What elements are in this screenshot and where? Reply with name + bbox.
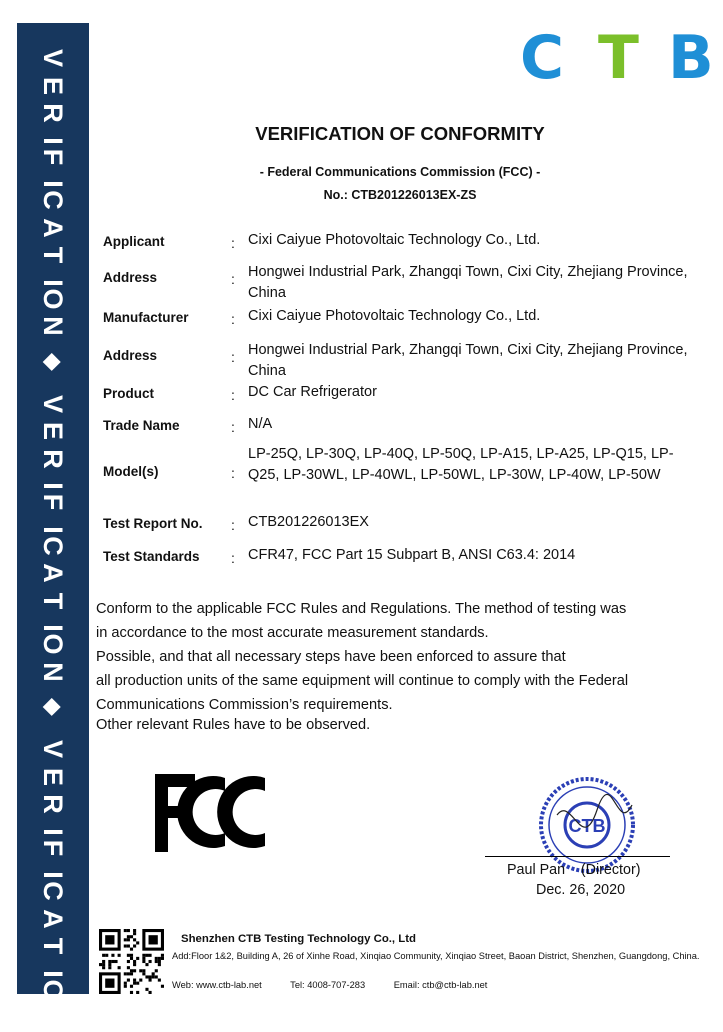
document-title: VERIFICATION OF CONFORMITY — [255, 123, 545, 144]
side-banner-char: T — [38, 246, 68, 264]
field-colon: : — [231, 235, 235, 251]
side-banner-char: C — [38, 881, 68, 901]
field-colon: : — [231, 550, 235, 566]
side-banner-char: C — [38, 190, 68, 210]
footer-contact — [172, 980, 513, 990]
field-value: Hongwei Industrial Park, Zhangqi Town, Cixi City, Zhejiang Province, China — [248, 342, 688, 379]
qr-code — [99, 929, 164, 994]
side-banner-char: E — [38, 421, 68, 440]
side-banner-char: E — [38, 76, 68, 95]
side-banner-char: C — [38, 535, 68, 556]
footer-company: Shenzhen CTB Testing Technology Co., Ltd — [181, 933, 416, 945]
logo-letter-t: T — [598, 23, 639, 93]
side-banner-char: R — [38, 103, 68, 123]
field-colon: : — [231, 387, 235, 403]
side-banner-char: A — [38, 563, 68, 583]
side-banner-char: N — [38, 316, 68, 336]
field-label: Manufacturer — [103, 310, 189, 325]
side-banner-char: I — [38, 278, 68, 287]
certificate-number: No.: CTB201226013EX-ZS — [323, 188, 477, 202]
field-value: Hongwei Industrial Park, Zhangqi Town, Cixi City, Zhejiang Province, China — [248, 264, 688, 301]
document-subtitle: - Federal Communications Commission (FCC) - — [259, 165, 541, 179]
signature-date: Dec. 26, 2020 — [536, 882, 626, 898]
side-banner-text — [17, 23, 89, 1027]
field-value: CTB201226013EX — [248, 514, 369, 530]
side-banner-char: V — [38, 739, 68, 758]
field-colon: : — [231, 465, 235, 481]
field-label: Product — [103, 386, 155, 401]
side-banner-char: A — [38, 908, 68, 929]
side-banner-char: R — [38, 448, 68, 469]
side-banner-char: O — [38, 287, 68, 309]
footer-web[interactable]: Web: www.ctb-lab.net — [172, 980, 262, 990]
side-banner-char: ◆ — [41, 698, 66, 716]
side-banner-char: N — [38, 661, 68, 682]
side-banner — [17, 23, 89, 1027]
field-colon: : — [231, 271, 235, 287]
side-banner-char: V — [38, 48, 68, 67]
side-banner-char: I — [38, 827, 68, 836]
field-value: Cixi Caiyue Photovoltaic Technology Co., Ltd. — [248, 308, 541, 324]
side-banner-char: A — [38, 217, 68, 238]
statement-line: Other relevant Rules have to be observed. — [96, 717, 371, 733]
side-banner-char: E — [38, 767, 68, 786]
side-banner-char: O — [38, 633, 68, 655]
field-label: Applicant — [103, 234, 165, 249]
field-colon: : — [231, 517, 235, 533]
logo-letter-b: B — [668, 23, 714, 93]
field-label: Test Report No. — [103, 516, 203, 531]
ctb-logo — [520, 23, 718, 93]
footer-address: Add:Floor 1&2, Building A, 26 of Xinhe Road, Xinqiao Community, Xinqiao Street, Baoan District, Shenzhen, Guangdong, China. — [172, 951, 700, 961]
side-banner-char: R — [38, 794, 68, 814]
side-banner-char: O — [38, 978, 68, 1000]
field-colon: : — [231, 419, 235, 435]
side-banner-char: I — [38, 482, 68, 490]
field-value: DC Car Refrigerator — [248, 384, 377, 400]
side-banner-char: T — [38, 592, 68, 609]
side-banner-char: F — [38, 839, 68, 856]
side-banner-char: I — [38, 525, 68, 534]
statement-line: Conform to the applicable FCC Rules and Regulations. The method of testing was — [96, 601, 627, 617]
side-banner-char: N — [38, 1007, 68, 1027]
ctb-stamp — [537, 775, 637, 875]
field-colon: : — [231, 349, 235, 365]
footer-tel: Tel: 4008-707-283 — [290, 980, 366, 990]
field-value: Cixi Caiyue Photovoltaic Technology Co., Ltd. — [248, 232, 541, 248]
side-banner-char: I — [38, 871, 68, 879]
stamp-text: CTB — [568, 816, 606, 836]
field-label: Test Standards — [103, 549, 200, 564]
field-label: Address — [103, 270, 158, 285]
side-banner-char: ◆ — [41, 353, 66, 370]
field-value: LP-25Q, LP-30Q, LP-40Q, LP-50Q, LP-A15, LP-A25, LP-Q15, LP-Q25, LP-30WL, LP-40WL, LP-50WL, LP-30W, LP-40W, LP-50W — [248, 446, 674, 483]
side-banner-char: T — [38, 937, 68, 955]
statement-line: Possible, and that all necessary steps have been enforced to assure that — [96, 649, 566, 665]
side-banner-char: I — [38, 969, 68, 978]
fcc-logo — [153, 770, 271, 855]
statement-line: in accordance to the most accurate measurement standards. — [96, 625, 489, 641]
side-banner-char: F — [38, 493, 68, 511]
field-value: CFR47, FCC Part 15 Subpart B, ANSI C63.4: 2014 — [248, 547, 576, 563]
footer-email[interactable]: Email: ctb@ctb-lab.net — [393, 980, 488, 990]
statement-line: all production units of the same equipment will continue to comply with the Federal Communications Commission’s requirements. — [96, 673, 629, 713]
side-banner-char: V — [38, 394, 68, 413]
side-banner-char: I — [38, 180, 68, 188]
field-label: Model(s) — [103, 464, 159, 479]
side-banner-char: F — [38, 148, 68, 165]
side-banner-char: I — [38, 624, 68, 632]
logo-letter-c: C — [520, 23, 565, 93]
field-colon: : — [231, 311, 235, 327]
signature-line — [485, 856, 670, 857]
field-label: Address — [103, 348, 158, 363]
field-label: Trade Name — [103, 418, 180, 433]
side-banner-char: I — [38, 136, 68, 145]
signer-name: Paul Pan (Director) — [507, 862, 641, 878]
field-value: N/A — [248, 416, 273, 432]
